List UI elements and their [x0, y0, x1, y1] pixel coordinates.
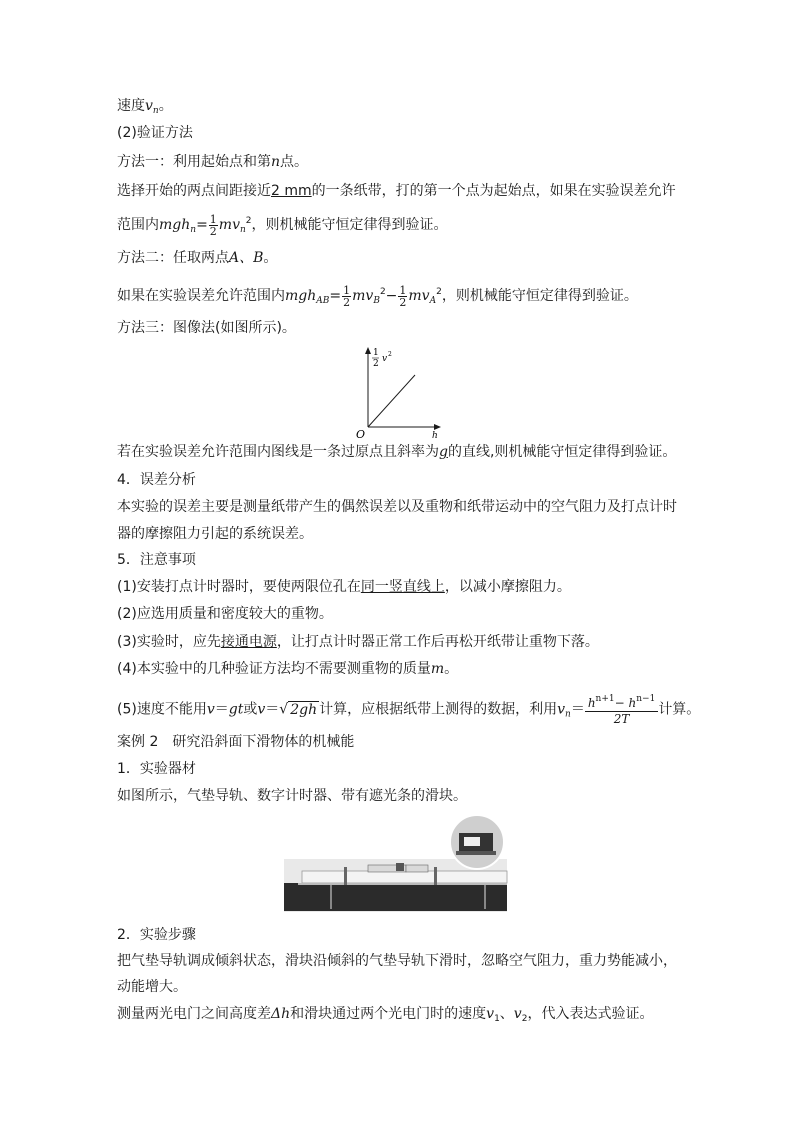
sup: 2	[379, 287, 386, 297]
eq: ＝	[214, 701, 229, 718]
underlined: 2 mm	[271, 183, 312, 199]
fraction	[398, 285, 407, 308]
text-line: (2)应选用质量和密度较大的重物。	[117, 606, 333, 622]
text: 速度	[117, 98, 145, 114]
text: ，以减小摩擦阻力。	[444, 579, 571, 595]
text: 计算，应根据纸带上测得的数据，利用	[319, 701, 558, 718]
eq: =	[196, 217, 208, 233]
text: 和滑块通过两个光电门时的速度	[290, 1006, 487, 1022]
rail	[302, 871, 507, 883]
sqrt-sign: √	[279, 701, 289, 718]
text-line	[117, 659, 458, 679]
num: 1	[399, 283, 407, 297]
var: mv	[352, 288, 374, 304]
leg	[484, 885, 486, 909]
text-line	[117, 632, 599, 652]
sub: n	[152, 106, 159, 116]
leg	[330, 885, 332, 909]
section-heading: 5．注意事项	[117, 552, 196, 568]
slider-block	[396, 863, 404, 871]
text: 测量两光电门之间高度差	[117, 1006, 271, 1022]
num	[585, 692, 659, 712]
var: mv	[218, 217, 240, 233]
text: 计算。	[658, 701, 701, 718]
fraction	[209, 214, 218, 237]
text-line	[117, 1004, 653, 1029]
inset-detail	[456, 851, 496, 855]
var: Δh	[271, 1006, 291, 1022]
section-heading: 4．误差分析	[117, 472, 196, 488]
var: mgh	[159, 217, 191, 233]
sup: n+1	[595, 694, 615, 704]
text: 案例 2	[117, 734, 159, 750]
var: mgh	[285, 288, 317, 304]
var: v	[257, 701, 266, 718]
var: A、B	[229, 250, 264, 266]
den: 2	[399, 295, 407, 309]
minus: −	[385, 288, 398, 304]
text: 。	[444, 661, 459, 677]
sub: 1	[494, 1014, 500, 1024]
underlined: 同一竖直线上	[360, 579, 445, 595]
air-track-photo	[284, 813, 509, 913]
text: 或	[243, 701, 258, 718]
num: 1	[343, 283, 351, 297]
text: ，代入表达式验证。	[527, 1006, 654, 1022]
text-line: 器的摩擦阻力引起的系统误差。	[117, 526, 313, 542]
text-line	[117, 577, 571, 597]
section-heading: 2．实验步骤	[117, 927, 196, 943]
text: 方法二：任取两点	[117, 250, 229, 266]
formula-line	[117, 211, 448, 240]
table	[284, 883, 507, 911]
sub: 2	[521, 1014, 528, 1024]
var: gt	[228, 701, 244, 718]
sub: AB	[316, 296, 330, 306]
var: n	[271, 154, 281, 170]
underlined: 接通电源	[220, 634, 277, 650]
text: (1)安装打点计时器时，要使两限位孔在	[117, 579, 361, 595]
case-heading	[117, 732, 354, 752]
energy-graph	[355, 345, 445, 440]
text: ，让打点计时器正常工作后再松开纸带让重物下落。	[276, 634, 599, 650]
sup: 2	[436, 287, 442, 297]
text: 的一条纸带，打的第一个点为起始点，如果在实验误差允许	[311, 183, 676, 199]
text: (4)本实验中的几种验证方法均不需要测重物的质量	[117, 661, 431, 677]
rail-base	[298, 883, 507, 885]
y-label-sup: 2	[388, 351, 392, 358]
sup: 2	[245, 216, 252, 226]
sub: n	[565, 709, 571, 720]
text-line	[117, 96, 173, 121]
text: 。	[158, 98, 173, 114]
y-label-var: v	[382, 354, 388, 364]
den: 2T	[613, 712, 630, 726]
inset-detail	[464, 837, 480, 846]
section-subheading: (2)验证方法	[117, 125, 193, 141]
text: ，则机械能守恒定律得到验证。	[251, 217, 448, 233]
formula-line	[117, 692, 700, 727]
sqrt: 2gh	[290, 701, 318, 718]
eq: ＝	[570, 701, 585, 718]
text-line	[117, 248, 277, 268]
text: (5)速度不能用	[117, 701, 207, 718]
var: v	[145, 98, 153, 114]
num: 1	[209, 212, 217, 226]
text-line	[117, 152, 308, 172]
section-heading: 1．实验器材	[117, 761, 196, 777]
var: v	[486, 1006, 495, 1022]
slider	[406, 865, 428, 872]
text-line: 本实验的误差主要是测量纸带产生的偶然误差以及重物和纸带运动中的空气阻力及打点计时	[117, 499, 677, 515]
text: 研究沿斜面下滑物体的机械能	[172, 734, 355, 750]
x-label: h	[432, 431, 438, 440]
var: v	[557, 701, 566, 718]
var: v	[206, 701, 215, 718]
var: mv	[408, 288, 430, 304]
text: 点。	[280, 154, 309, 170]
text: (3)实验时，应先	[117, 634, 221, 650]
sub: A	[429, 296, 437, 306]
text: 方法一：利用起始点和第	[117, 154, 271, 170]
text: ，则机械能守恒定律得到验证。	[441, 288, 638, 304]
text: 若在实验误差允许范围内图线是一条过原点且斜率为	[117, 444, 439, 460]
origin-label: O	[356, 428, 366, 440]
text: 选择开始的两点间距接近	[117, 183, 271, 199]
fraction	[585, 692, 659, 727]
text: 如果在实验误差允许范围内	[117, 288, 285, 304]
text: 的直线,则机械能守恒定律得到验证。	[447, 444, 677, 460]
text-line: 方法三：图像法(如图所示)。	[117, 320, 296, 336]
text-line	[117, 181, 676, 201]
y-axis-arrow	[365, 347, 371, 354]
var: − h	[614, 696, 637, 710]
var: m	[430, 661, 445, 677]
y-label-den: 2	[373, 359, 379, 369]
text: 、	[499, 1006, 514, 1022]
fraction	[342, 285, 351, 308]
eq: =	[329, 288, 342, 304]
text: 。	[263, 250, 278, 266]
var: v	[513, 1006, 522, 1022]
y-label-num: 1	[373, 348, 379, 358]
underlined: g	[439, 444, 448, 460]
den: 2	[209, 224, 217, 238]
text-line	[117, 442, 676, 462]
sub: n	[239, 225, 246, 235]
x-axis-arrow	[434, 424, 441, 430]
var: h	[587, 696, 596, 710]
text-line: 把气垫导轨调成倾斜状态，滑块沿倾斜的气垫导轨下滑时，忽略空气阻力，重力势能减小，	[117, 953, 677, 969]
sub: B	[373, 296, 380, 306]
eq: ＝	[265, 701, 280, 718]
text: 范围内	[117, 217, 159, 233]
formula-line	[117, 282, 638, 311]
den: 2	[343, 295, 351, 309]
sub: n	[190, 225, 197, 235]
sup: n−1	[636, 694, 656, 704]
photogate	[344, 867, 347, 885]
text-line: 动能增大。	[117, 979, 187, 995]
data-line	[368, 375, 415, 427]
photogate	[434, 867, 437, 885]
text-line: 如图所示，气垫导轨、数字计时器、带有遮光条的滑块。	[117, 788, 467, 804]
